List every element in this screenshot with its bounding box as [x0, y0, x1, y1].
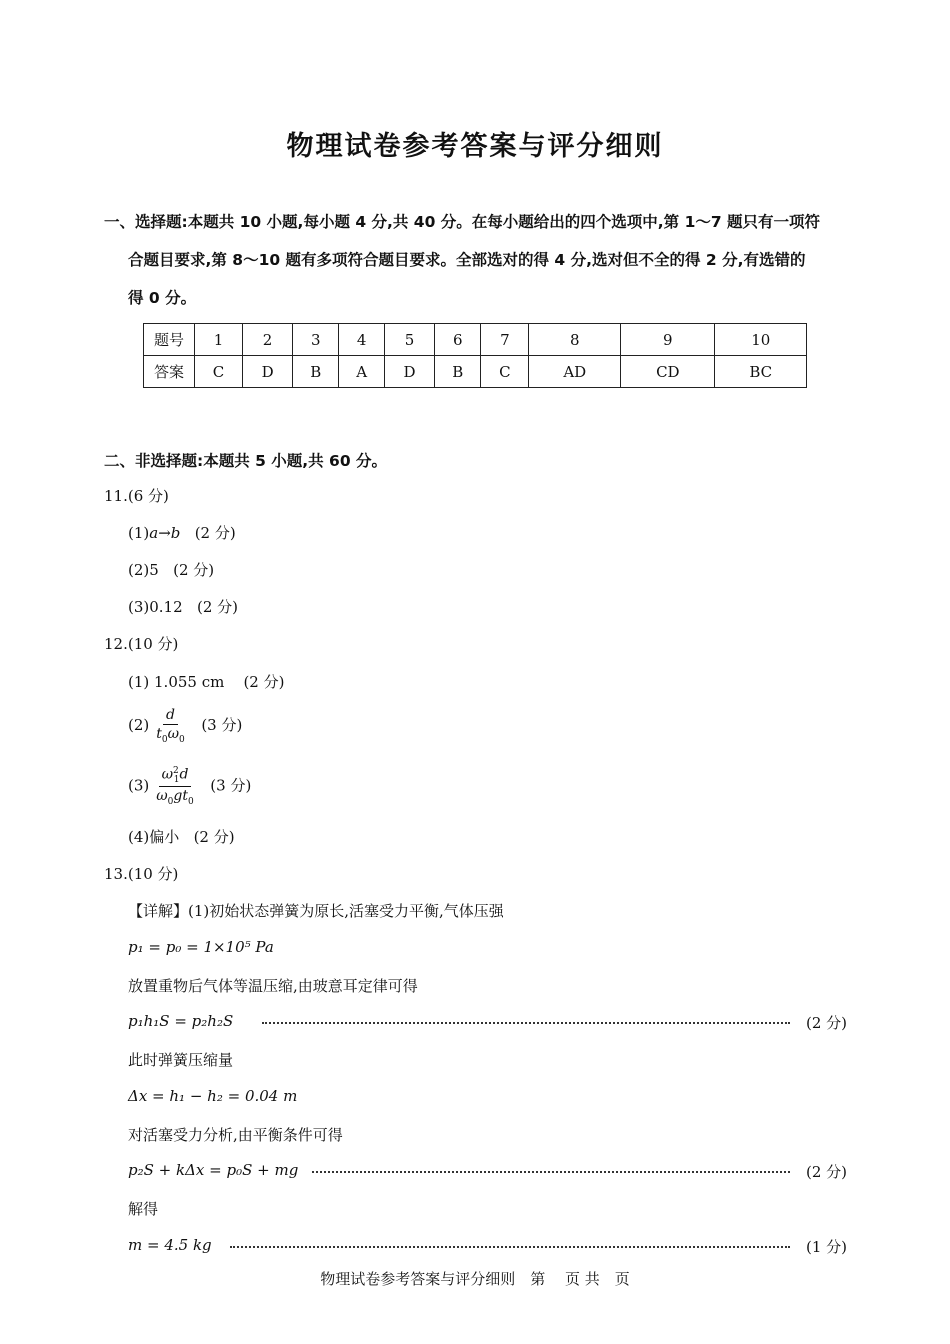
section1-line1: 一、选择题:本题共 10 小题,每小题 4 分,共 40 分。在每小题给出的四个选项中,第 1～7 题只有一项符 [104, 213, 821, 231]
table-cell-answer: BC [715, 356, 807, 388]
q13-eq2-score: (2 分) [805, 1014, 847, 1032]
table-cell-number: 9 [621, 324, 715, 356]
q12-part4-score: (2 分) [193, 828, 235, 846]
q13-eq5-score: (1 分) [805, 1238, 847, 1256]
page-title: 物理试卷参考答案与评分细则 [286, 131, 664, 162]
table-header-label: 题号 [144, 324, 195, 356]
section2-heading: 二、非选择题:本题共 5 小题,共 60 分。 [104, 452, 388, 470]
table-cell-answer: C [195, 356, 243, 388]
var-omega: ω [167, 726, 180, 742]
fraction [153, 707, 188, 745]
subscript: 0 [188, 797, 194, 808]
table-cell-answer: CD [621, 356, 715, 388]
q11-part1-b: b [170, 524, 181, 542]
table-cell-number: 1 [195, 324, 243, 356]
q13-text2: 放置重物后气体等温压缩,由玻意耳定律可得 [128, 977, 418, 995]
var-omega: ω [161, 766, 173, 783]
q12-part2-score: (3 分) [201, 715, 243, 734]
q12-part2-num: d [166, 707, 175, 723]
dot-leader [262, 1022, 790, 1024]
subscript: 0 [179, 734, 185, 745]
page-footer: 物理试卷参考答案与评分细则 第 页 共 页 [320, 1270, 630, 1288]
q13-detail: 【详解】(1)初始状态弹簧为原长,活塞受力平衡,气体压强 [128, 902, 504, 920]
table-cell-answer: B [435, 356, 481, 388]
q13-eq4-score: (2 分) [805, 1163, 847, 1181]
q13-eq4: p₂S + kΔx = p₀S + mg [128, 1161, 299, 1179]
q13-heading: 13.(10 分) [104, 865, 179, 883]
table-cell-number: 3 [293, 324, 339, 356]
var-t: t [182, 788, 189, 805]
table-cell-number: 10 [715, 324, 807, 356]
subscript: 0 [161, 734, 168, 745]
var-d: d [179, 766, 189, 783]
q12-part1-text: (1) 1.055 cm [128, 673, 225, 691]
table-cell-number: 6 [435, 324, 481, 356]
q11-part3-score: (2 分) [196, 598, 238, 616]
arrow-icon: → [158, 524, 171, 542]
q11-part3-text: (3)0.12 [128, 598, 183, 616]
q11-part1 [128, 522, 236, 543]
q11-part1-a: a [149, 524, 159, 542]
q13-eq2: p₁h₁S = p₂h₂S [128, 1012, 234, 1030]
q11-part2-score: (2 分) [173, 561, 215, 579]
table-cell-answer: D [384, 356, 434, 388]
table-cell-answer: B [293, 356, 339, 388]
subscript: 0 [167, 797, 174, 808]
var-t: t [156, 726, 162, 742]
q11-part1-prefix: (1) [128, 524, 150, 542]
table-cell-answer: A [339, 356, 385, 388]
table-row-numbers [144, 324, 807, 356]
q13-text5: 解得 [128, 1200, 159, 1218]
table-cell-number: 2 [243, 324, 293, 356]
table-cell-answer: C [481, 356, 529, 388]
q12-part3 [128, 766, 251, 807]
q11-part2 [128, 559, 214, 580]
q12-part4-text: (4)偏小 [128, 828, 180, 846]
var-omega: ω [156, 788, 168, 805]
q11-part1-score: (2 分) [194, 524, 236, 542]
answer-table [143, 323, 807, 388]
table-answer-label: 答案 [144, 356, 195, 388]
q11-part2-text: (2)5 [128, 561, 159, 579]
dot-leader [312, 1171, 790, 1173]
section1-line2: 合题目要求,第 8～10 题有多项符合题目要求。全部选对的得 4 分,选对但不全的得 2 分,有选错的 [128, 251, 806, 269]
fraction [153, 766, 197, 807]
table-cell-number: 4 [339, 324, 385, 356]
q12-part2 [128, 707, 242, 745]
q12-part3-prefix: (3) [128, 776, 150, 795]
q11-heading: 11.(6 分) [104, 487, 169, 505]
table-row-answers [144, 356, 807, 388]
table-cell-answer: D [243, 356, 293, 388]
q13-eq3: Δx = h₁ − h₂ = 0.04 m [128, 1087, 298, 1105]
q12-part4 [128, 826, 235, 847]
q13-text3: 此时弹簧压缩量 [128, 1051, 234, 1069]
superscript: 2 [172, 766, 179, 776]
subscript: 1 [173, 775, 180, 786]
var-g: g [173, 788, 183, 805]
q12-part1 [128, 671, 284, 692]
dot-leader [230, 1246, 790, 1248]
q12-part1-score: (2 分) [243, 673, 285, 691]
q13-eq1: p₁ = p₀ = 1×10⁵ Pa [128, 938, 274, 956]
q12-heading: 12.(10 分) [104, 635, 179, 653]
q12-part2-prefix: (2) [128, 715, 150, 734]
q11-part3 [128, 596, 238, 617]
table-cell-number: 8 [529, 324, 621, 356]
table-cell-answer: AD [529, 356, 621, 388]
q12-part3-score: (3 分) [210, 776, 252, 795]
table-cell-number: 5 [384, 324, 434, 356]
q13-text4: 对活塞受力分析,由平衡条件可得 [128, 1126, 343, 1144]
table-cell-number: 7 [481, 324, 529, 356]
q13-eq5: m = 4.5 kg [128, 1236, 212, 1254]
section1-line3: 得 0 分。 [128, 289, 197, 307]
